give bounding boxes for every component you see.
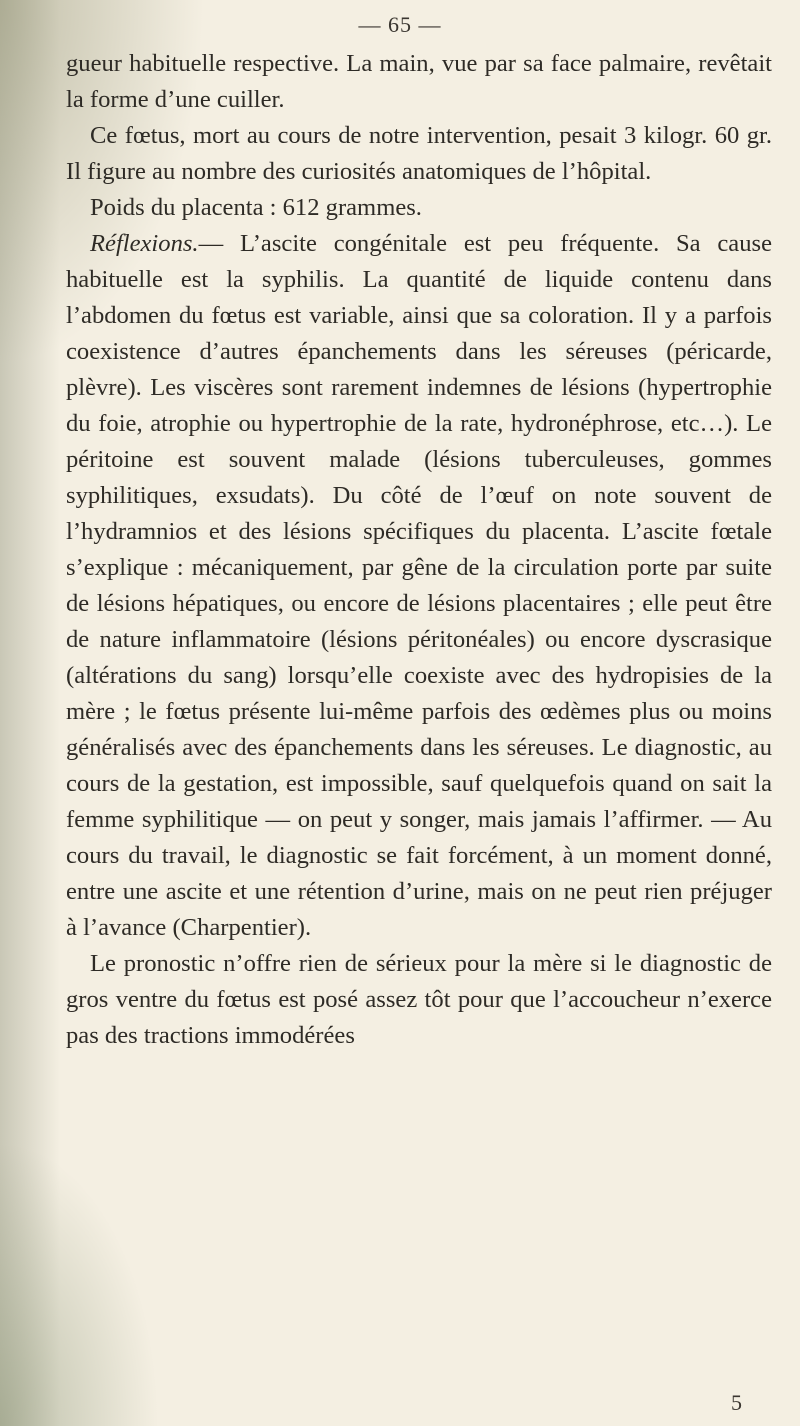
body-text xyxy=(66,46,772,1054)
paragraph-text: Poids du placenta : 612 grammes. xyxy=(90,194,422,221)
paragraph-text: — L’ascite congénitale est peu fréquente. Sa cause habituelle est la syphilis. La quantité de liquide contenu dans l’abdomen du fœtus est variable, ainsi que sa coloration. Il y a parfois coexistence d’autres épanchements dans les séreuses (péricarde, plèvre). Les viscères sont rarement indemnes de lésions (hypertrophie du foie, atrophie ou hypertrophie de la rate, hydronéphrose, etc…). Le péritoine est souvent malade (lésions tuberculeuses, gommes syphilitiques, exsudats). Du côté de l’œuf on note souvent de l’hydramnios et des lésions spécifiques du placenta. L’ascite fœtale s’explique : mécaniquement, par gêne de la circulation porte par suite de lésions hépatiques, ou encore de lésions placentaires ; elle peut être de nature inflammatoire (lésions péritonéales) ou encore dyscrasique (altérations du sang) lorsqu’elle coexiste avec des hydropisies de la mère ; le fœtus présente lui-même parfois des œdèmes plus ou moins généralisés avec des épanchements dans les séreuses. Le diagnostic, au cours de la gestation, est impossible, sauf quelquefois quand on sait la femme syphilitique — on peut y songer, mais jamais l’affirmer. — Au cours du travail, le diagnostic se fait forcément, à un moment donné, entre une ascite et une rétention d’urine, mais on ne peut rien préjuger à l’avance (Charpentier). xyxy=(66,230,772,941)
paragraph-5 xyxy=(66,946,772,1054)
printer-signature: 5 xyxy=(731,1390,742,1415)
paragraph-text: gueur habituelle respective. La main, vue par sa face palmaire, revêtait la forme d’une cuiller. xyxy=(66,50,772,113)
section-heading: Réflexions. xyxy=(90,230,199,257)
paragraph-2 xyxy=(66,118,772,190)
page-number: — 65 — xyxy=(358,12,442,37)
paragraph-text: Ce fœtus, mort au cours de notre intervention, pesait 3 kilogr. 60 gr. Il figure au nombre des curiosités anatomiques de l’hôpital. xyxy=(66,122,772,185)
paragraph-1 xyxy=(66,46,772,118)
paragraph-3 xyxy=(66,190,772,226)
paragraph-text: Le pronostic n’offre rien de sérieux pour la mère si le diagnostic de gros ventre du fœtus est posé assez tôt pour que l’accoucheur n’exerce pas des tractions immodérées xyxy=(66,950,772,1049)
paragraph-4 xyxy=(66,226,772,946)
